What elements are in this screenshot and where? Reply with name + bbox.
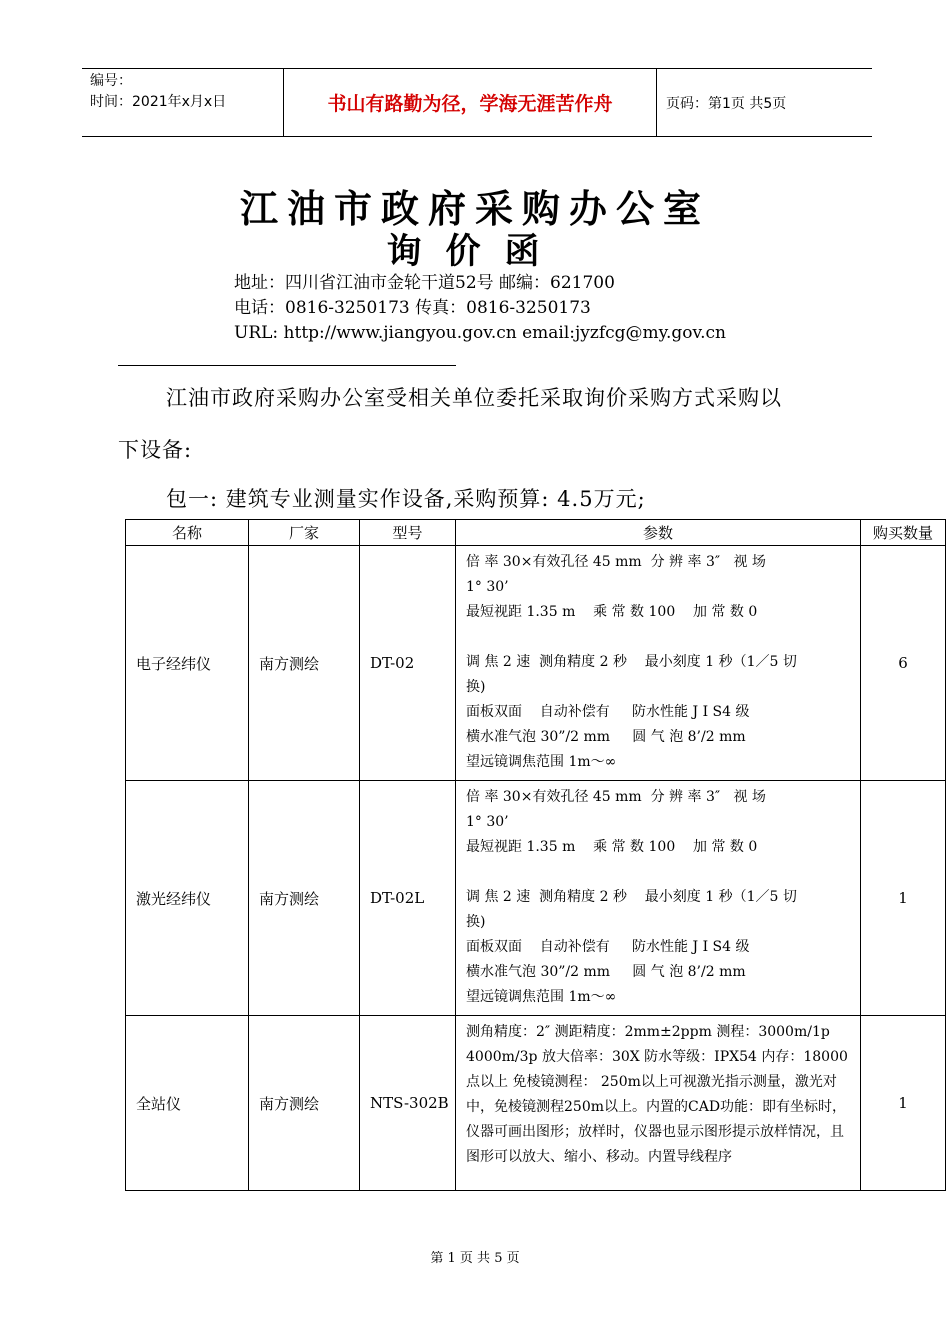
- cell-qty: 1: [861, 781, 946, 1016]
- cell-params: [456, 1016, 861, 1191]
- header-page-label: 页码：第1页 共5页: [666, 95, 787, 112]
- param-line: 换): [466, 679, 486, 695]
- page-footer: 第 1 页 共 5 页: [430, 1251, 520, 1266]
- param-line: 最短视距 1.35 m 乘 常 数 100 加 常 数 0: [466, 839, 758, 855]
- cell-qty: 6: [861, 546, 946, 781]
- cell-maker: 南方测绘: [249, 546, 360, 781]
- url-line: URL: http://www.jiangyou.gov.cn email:jyzfcg@my.gov.cn: [234, 323, 727, 343]
- column-header-qty: 购买数量: [861, 520, 946, 546]
- page-header: [82, 68, 872, 137]
- cell-maker: 南方测绘: [249, 1016, 360, 1191]
- office-title: 江油市政府采购办公室: [239, 187, 710, 231]
- param-line: 1° 30’: [466, 579, 509, 595]
- equipment-table: [125, 519, 946, 1191]
- cell-model: DT-02L: [360, 781, 456, 1016]
- param-line: 横水准气泡 30”/2 mm 圆 气 泡 8’/2 mm: [466, 964, 746, 980]
- number-label: 编号：: [90, 73, 132, 89]
- cell-name: 电子经纬仪: [126, 546, 249, 781]
- param-line: 倍 率 30×有效孔径 45 mm 分 辨 率 3″ 视 场: [466, 789, 766, 805]
- table-row: [126, 546, 946, 781]
- intro-line-2: 下设备:: [118, 438, 193, 462]
- cell-params: [456, 781, 861, 1016]
- package-line: 包一: 建筑专业测量实作设备,采购预算: 4.5万元;: [166, 487, 646, 511]
- cell-params: [456, 546, 861, 781]
- table-row: [126, 781, 946, 1016]
- table-row: [126, 1016, 946, 1191]
- param-line: 换): [466, 914, 486, 930]
- column-header-maker: 厂家: [249, 520, 360, 546]
- time-label: 时间：2021年x月x日: [90, 94, 227, 110]
- param-spacer: [466, 625, 854, 650]
- column-header-params: 参数: [456, 520, 861, 546]
- header-meta: [90, 71, 282, 113]
- param-line: 横水准气泡 30”/2 mm 圆 气 泡 8’/2 mm: [466, 729, 746, 745]
- cell-model: NTS-302B: [360, 1016, 456, 1191]
- header-divider: [656, 69, 657, 136]
- header-motto: 书山有路勤为径，学海无涯苦作舟: [327, 93, 613, 115]
- param-line: 望远镜调焦范围 1m～∞: [466, 989, 617, 1005]
- header-rule: [118, 365, 456, 366]
- cell-name: 激光经纬仪: [126, 781, 249, 1016]
- address-line: 地址：四川省江油市金轮干道52号 邮编：621700: [234, 273, 615, 293]
- param-line: 最短视距 1.35 m 乘 常 数 100 加 常 数 0: [466, 604, 758, 620]
- param-line: 面板双面 自动补偿有 防水性能 J I S4 级: [466, 704, 750, 720]
- param-line: 面板双面 自动补偿有 防水性能 J I S4 级: [466, 939, 750, 955]
- phone-line: 电话：0816-3250173 传真：0816-3250173: [234, 298, 591, 318]
- column-header-model: 型号: [360, 520, 456, 546]
- column-header-name: 名称: [126, 520, 249, 546]
- param-line: 1° 30’: [466, 814, 509, 830]
- cell-name: 全站仪: [126, 1016, 249, 1191]
- param-line: 倍 率 30×有效孔径 45 mm 分 辨 率 3″ 视 场: [466, 554, 766, 570]
- param-text: 测角精度：2″ 测距精度：2mm±2ppm 测程：3000m/1p 4000m/3p 放大倍率：30X 防水等级：IPX54 内存：18000点以上 免棱镜测程： 250m以上可视激光指示测量，激光对中，免棱镜测程250m以上。内置的CAD功能：即有坐标时，仪器可画出图形；放样时，仪器也显示图形提示放样情况，且图形可以放大、缩小、移动。内置导线程序: [466, 1024, 848, 1165]
- param-line: 望远镜调焦范围 1m～∞: [466, 754, 617, 770]
- cell-model: DT-02: [360, 546, 456, 781]
- param-line: 调 焦 2 速 测角精度 2 秒 最小刻度 1 秒（1／5 切: [466, 654, 797, 670]
- param-line: 调 焦 2 速 测角精度 2 秒 最小刻度 1 秒（1／5 切: [466, 889, 797, 905]
- document-title: 询价函: [386, 232, 564, 272]
- table-header-row: [126, 520, 946, 546]
- cell-maker: 南方测绘: [249, 781, 360, 1016]
- cell-qty: 1: [861, 1016, 946, 1191]
- intro-line-1: 江油市政府采购办公室受相关单位委托采取询价采购方式采购以: [166, 386, 782, 410]
- param-spacer: [466, 860, 854, 885]
